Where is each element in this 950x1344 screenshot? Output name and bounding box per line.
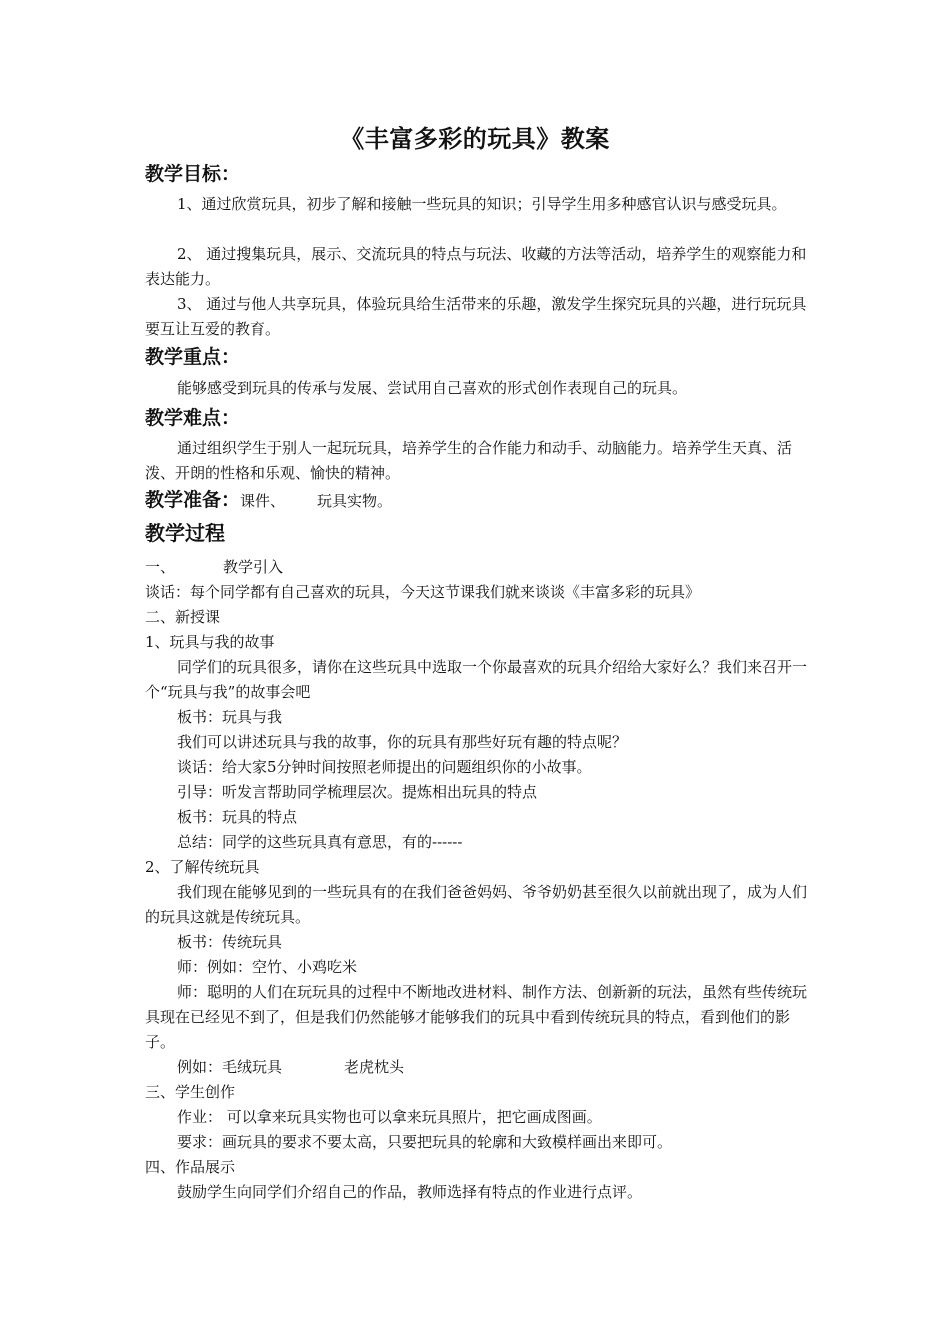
example-item-a: 例如：毛绒玩具 <box>177 1058 283 1076</box>
section-2-1-line-4: 引导：听发言帮助同学梳理层次。提炼相出玩具的特点 <box>177 783 538 801</box>
section-3-line-1: 作业： 可以拿来玩具实物也可以拿来玩具照片，把它画成图画。 <box>177 1108 602 1126</box>
section-2-2-line-2: 师：例如：空竹、小鸡吃米 <box>177 958 358 976</box>
preparation-heading: 教学准备： <box>145 489 241 511</box>
section-3-line-2: 要求：画玩具的要求不要太高，只要把玩具的轮廓和大致模样画出来即可。 <box>177 1133 673 1151</box>
preparation-item-2: 玩具实物。 <box>317 492 393 510</box>
section-2-1-title: 1、玩具与我的故事 <box>145 633 275 651</box>
section-3-title: 三、学生创作 <box>145 1083 236 1101</box>
section-2-2-title: 2、了解传统玩具 <box>145 858 260 876</box>
section-1-title <box>145 555 283 580</box>
section-1-number: 一、 <box>145 558 176 576</box>
preparation-line <box>145 487 392 514</box>
section-2-2-para-1: 我们现在能够见到的一些玩具有的在我们爸爸妈妈、爷爷奶奶甚至很久以前就出现了，成为人们的玩具这就是传统玩具。 <box>145 883 808 926</box>
process-heading: 教学过程 <box>145 521 225 545</box>
section-2-1-line-5: 板书：玩具的特点 <box>177 808 298 826</box>
difficulties-heading: 教学难点： <box>145 407 241 429</box>
section-2-1-line-1: 板书：玩具与我 <box>177 708 283 726</box>
section-2-title: 二、新授课 <box>145 608 221 626</box>
section-4-line-1: 鼓励学生向同学们介绍自己的作品，教师选择有特点的作业进行点评。 <box>177 1183 643 1201</box>
section-2-1-line-6: 总结：同学的这些玩具真有意思，有的------ <box>177 833 463 851</box>
objectives-heading: 教学目标： <box>145 163 241 185</box>
page-title: 《丰富多彩的玩具》教案 <box>340 124 610 153</box>
section-2-1-line-3: 谈话：给大家5分钟时间按照老师提出的问题组织你的小故事。 <box>177 758 592 776</box>
section-1-talk: 谈话：每个同学都有自己喜欢的玩具，今天这节课我们就来谈谈《丰富多彩的玩具》 <box>145 583 701 601</box>
difficulties-text: 通过组织学生于别人一起玩玩具，培养学生的合作能力和动手、动脑能力。培养学生天真、活泼、开朗的性格和乐观、愉快的精神。 <box>145 439 793 482</box>
section-2-1-para: 同学们的玩具很多，请你在这些玩具中选取一个你最喜欢的玩具介绍给大家好么？我们来召开一个“玩具与我”的故事会吧 <box>145 658 808 701</box>
section-2-2-line-1: 板书：传统玩具 <box>177 933 283 951</box>
objective-item-3: 3、 通过与他人共享玩具，体验玩具给生活带来的乐趣，激发学生探究玩具的兴趣，进行玩玩具要互让互爱的教育。 <box>145 295 807 338</box>
section-4-title: 四、作品展示 <box>145 1158 236 1176</box>
section-1-label: 教学引入 <box>223 558 284 576</box>
section-2-2-para-2: 师：聪明的人们在玩玩具的过程中不断地改进材料、制作方法、创新新的玩法，虽然有些传统玩具现在已经见不到了，但是我们仍然能够才能够我们的玩具中看到传统玩具的特点，看到他们的影子。 <box>145 983 808 1051</box>
preparation-item-1: 课件、 <box>240 492 286 510</box>
section-2-2-example <box>177 1055 404 1080</box>
objective-item-1: 1、通过欣赏玩具，初步了解和接触一些玩具的知识；引导学生用多种感官认识与感受玩具。 <box>177 195 787 213</box>
objective-item-2: 2、 通过搜集玩具，展示、交流玩具的特点与玩法、收藏的方法等活动，培养学生的观察能力和表达能力。 <box>145 245 807 288</box>
key-points-text: 能够感受到玩具的传承与发展、尝试用自己喜欢的形式创作表现自己的玩具。 <box>177 379 688 397</box>
section-2-1-line-2: 我们可以讲述玩具与我的故事，你的玩具有那些好玩有趣的特点呢？ <box>177 733 628 751</box>
key-points-heading: 教学重点： <box>145 346 241 368</box>
example-item-b: 老虎枕头 <box>344 1058 405 1076</box>
